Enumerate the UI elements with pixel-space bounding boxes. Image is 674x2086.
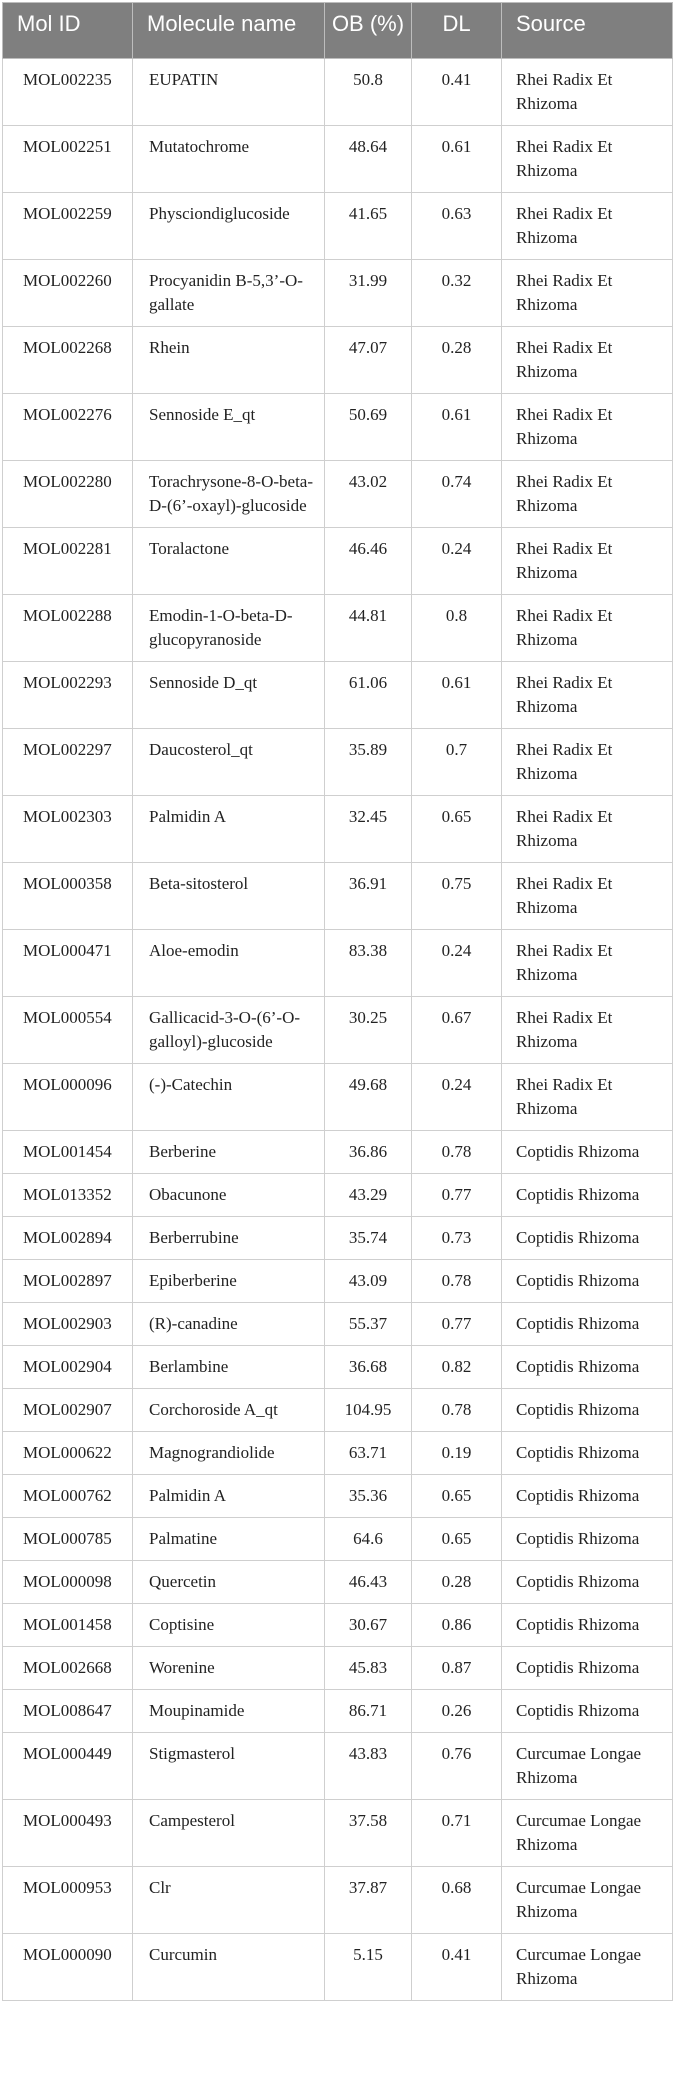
ob-cell: 5.15: [325, 1934, 412, 2001]
ob-cell: 32.45: [325, 796, 412, 863]
molecule-name-cell: Moupinamide: [133, 1690, 325, 1733]
source-cell: Coptidis Rhizoma: [502, 1174, 673, 1217]
molecule-name-cell: Toralactone: [133, 528, 325, 595]
table-row: [3, 1647, 673, 1690]
source-cell: Coptidis Rhizoma: [502, 1561, 673, 1604]
dl-cell: 0.26: [412, 1690, 502, 1733]
ob-cell: 46.46: [325, 528, 412, 595]
molecule-name-cell: Sennoside D_qt: [133, 662, 325, 729]
table-row: [3, 1389, 673, 1432]
mol-id-cell: MOL002260: [3, 260, 133, 327]
mol-id-cell: MOL002907: [3, 1389, 133, 1432]
table-row: [3, 1217, 673, 1260]
molecule-name-cell: Torachrysone-8-O-beta-D-(6’-oxayl)-glucoside: [133, 461, 325, 528]
source-cell: Coptidis Rhizoma: [502, 1475, 673, 1518]
mol-id-cell: MOL000098: [3, 1561, 133, 1604]
mol-id-cell: MOL002894: [3, 1217, 133, 1260]
source-cell: Rhei Radix Et Rhizoma: [502, 59, 673, 126]
mol-id-cell: MOL002276: [3, 394, 133, 461]
mol-id-cell: MOL002235: [3, 59, 133, 126]
dl-cell: 0.19: [412, 1432, 502, 1475]
source-cell: Rhei Radix Et Rhizoma: [502, 193, 673, 260]
table-row: [3, 1800, 673, 1867]
source-cell: Coptidis Rhizoma: [502, 1303, 673, 1346]
dl-cell: 0.24: [412, 528, 502, 595]
molecule-name-cell: EUPATIN: [133, 59, 325, 126]
mol-id-cell: MOL000953: [3, 1867, 133, 1934]
source-cell: Coptidis Rhizoma: [502, 1217, 673, 1260]
ob-cell: 31.99: [325, 260, 412, 327]
source-cell: Coptidis Rhizoma: [502, 1647, 673, 1690]
compound-table: [2, 2, 673, 2001]
ob-cell: 45.83: [325, 1647, 412, 1690]
table-body: [3, 59, 673, 2001]
ob-cell: 43.83: [325, 1733, 412, 1800]
mol-id-cell: MOL002903: [3, 1303, 133, 1346]
mol-id-cell: MOL000096: [3, 1064, 133, 1131]
table-row: [3, 662, 673, 729]
dl-cell: 0.78: [412, 1131, 502, 1174]
ob-cell: 64.6: [325, 1518, 412, 1561]
mol-id-cell: MOL013352: [3, 1174, 133, 1217]
table-row: [3, 59, 673, 126]
dl-cell: 0.87: [412, 1647, 502, 1690]
source-cell: Rhei Radix Et Rhizoma: [502, 394, 673, 461]
ob-cell: 30.25: [325, 997, 412, 1064]
table-row: [3, 1260, 673, 1303]
mol-id-cell: MOL002303: [3, 796, 133, 863]
dl-cell: 0.73: [412, 1217, 502, 1260]
ob-cell: 35.36: [325, 1475, 412, 1518]
source-cell: Rhei Radix Et Rhizoma: [502, 863, 673, 930]
mol-id-cell: MOL002293: [3, 662, 133, 729]
ob-cell: 43.09: [325, 1260, 412, 1303]
header-molecule-name: Molecule name: [133, 3, 325, 59]
dl-cell: 0.74: [412, 461, 502, 528]
table-row: [3, 997, 673, 1064]
ob-cell: 48.64: [325, 126, 412, 193]
source-cell: Rhei Radix Et Rhizoma: [502, 528, 673, 595]
ob-cell: 47.07: [325, 327, 412, 394]
mol-id-cell: MOL000090: [3, 1934, 133, 2001]
table-row: [3, 796, 673, 863]
molecule-name-cell: Aloe-emodin: [133, 930, 325, 997]
mol-id-cell: MOL002251: [3, 126, 133, 193]
molecule-name-cell: Stigmasterol: [133, 1733, 325, 1800]
table-header-row: [3, 3, 673, 59]
molecule-name-cell: Beta-sitosterol: [133, 863, 325, 930]
table-row: [3, 1733, 673, 1800]
molecule-name-cell: Daucosterol_qt: [133, 729, 325, 796]
ob-cell: 35.89: [325, 729, 412, 796]
molecule-name-cell: Berberine: [133, 1131, 325, 1174]
table-row: [3, 1475, 673, 1518]
source-cell: Coptidis Rhizoma: [502, 1518, 673, 1561]
ob-cell: 36.91: [325, 863, 412, 930]
molecule-name-cell: Mutatochrome: [133, 126, 325, 193]
source-cell: Coptidis Rhizoma: [502, 1346, 673, 1389]
mol-id-cell: MOL002668: [3, 1647, 133, 1690]
molecule-name-cell: Quercetin: [133, 1561, 325, 1604]
molecule-name-cell: Berberrubine: [133, 1217, 325, 1260]
table-row: [3, 193, 673, 260]
molecule-name-cell: Berlambine: [133, 1346, 325, 1389]
dl-cell: 0.24: [412, 1064, 502, 1131]
molecule-name-cell: Palmidin A: [133, 1475, 325, 1518]
ob-cell: 36.86: [325, 1131, 412, 1174]
header-dl: DL: [412, 3, 502, 59]
dl-cell: 0.28: [412, 327, 502, 394]
header-mol-id: Mol ID: [3, 3, 133, 59]
source-cell: Curcumae Longae Rhizoma: [502, 1733, 673, 1800]
table-row: [3, 595, 673, 662]
source-cell: Coptidis Rhizoma: [502, 1690, 673, 1733]
table-row: [3, 260, 673, 327]
mol-id-cell: MOL008647: [3, 1690, 133, 1733]
source-cell: Rhei Radix Et Rhizoma: [502, 796, 673, 863]
table-row: [3, 1131, 673, 1174]
dl-cell: 0.75: [412, 863, 502, 930]
molecule-name-cell: Corchoroside A_qt: [133, 1389, 325, 1432]
source-cell: Rhei Radix Et Rhizoma: [502, 595, 673, 662]
molecule-name-cell: Worenine: [133, 1647, 325, 1690]
mol-id-cell: MOL002897: [3, 1260, 133, 1303]
source-cell: Rhei Radix Et Rhizoma: [502, 997, 673, 1064]
molecule-name-cell: (R)-canadine: [133, 1303, 325, 1346]
source-cell: Curcumae Longae Rhizoma: [502, 1934, 673, 2001]
source-cell: Coptidis Rhizoma: [502, 1131, 673, 1174]
mol-id-cell: MOL001454: [3, 1131, 133, 1174]
dl-cell: 0.86: [412, 1604, 502, 1647]
table-row: [3, 126, 673, 193]
source-cell: Rhei Radix Et Rhizoma: [502, 930, 673, 997]
ob-cell: 49.68: [325, 1064, 412, 1131]
ob-cell: 41.65: [325, 193, 412, 260]
mol-id-cell: MOL002904: [3, 1346, 133, 1389]
table-row: [3, 1561, 673, 1604]
molecule-name-cell: Physciondiglucoside: [133, 193, 325, 260]
source-cell: Curcumae Longae Rhizoma: [502, 1867, 673, 1934]
molecule-name-cell: Gallicacid-3-O-(6’-O-galloyl)-glucoside: [133, 997, 325, 1064]
ob-cell: 61.06: [325, 662, 412, 729]
mol-id-cell: MOL002281: [3, 528, 133, 595]
table-row: [3, 930, 673, 997]
source-cell: Rhei Radix Et Rhizoma: [502, 327, 673, 394]
ob-cell: 55.37: [325, 1303, 412, 1346]
dl-cell: 0.78: [412, 1389, 502, 1432]
source-cell: Rhei Radix Et Rhizoma: [502, 1064, 673, 1131]
table-row: [3, 1432, 673, 1475]
molecule-name-cell: Palmidin A: [133, 796, 325, 863]
ob-cell: 63.71: [325, 1432, 412, 1475]
mol-id-cell: MOL002268: [3, 327, 133, 394]
table-row: [3, 327, 673, 394]
molecule-name-cell: Magnograndiolide: [133, 1432, 325, 1475]
mol-id-cell: MOL000358: [3, 863, 133, 930]
dl-cell: 0.82: [412, 1346, 502, 1389]
source-cell: Coptidis Rhizoma: [502, 1432, 673, 1475]
mol-id-cell: MOL002259: [3, 193, 133, 260]
dl-cell: 0.65: [412, 1518, 502, 1561]
dl-cell: 0.41: [412, 59, 502, 126]
dl-cell: 0.63: [412, 193, 502, 260]
dl-cell: 0.71: [412, 1800, 502, 1867]
mol-id-cell: MOL002297: [3, 729, 133, 796]
table-row: [3, 1934, 673, 2001]
dl-cell: 0.78: [412, 1260, 502, 1303]
source-cell: Rhei Radix Et Rhizoma: [502, 461, 673, 528]
table-row: [3, 528, 673, 595]
source-cell: Rhei Radix Et Rhizoma: [502, 126, 673, 193]
ob-cell: 30.67: [325, 1604, 412, 1647]
dl-cell: 0.24: [412, 930, 502, 997]
table-row: [3, 394, 673, 461]
table-row: [3, 1303, 673, 1346]
dl-cell: 0.77: [412, 1303, 502, 1346]
dl-cell: 0.61: [412, 394, 502, 461]
dl-cell: 0.8: [412, 595, 502, 662]
source-cell: Rhei Radix Et Rhizoma: [502, 662, 673, 729]
source-cell: Coptidis Rhizoma: [502, 1389, 673, 1432]
molecule-name-cell: Obacunone: [133, 1174, 325, 1217]
dl-cell: 0.61: [412, 662, 502, 729]
table-row: [3, 461, 673, 528]
ob-cell: 44.81: [325, 595, 412, 662]
dl-cell: 0.32: [412, 260, 502, 327]
molecule-name-cell: Epiberberine: [133, 1260, 325, 1303]
ob-cell: 83.38: [325, 930, 412, 997]
ob-cell: 37.58: [325, 1800, 412, 1867]
molecule-name-cell: Palmatine: [133, 1518, 325, 1561]
ob-cell: 37.87: [325, 1867, 412, 1934]
molecule-name-cell: Coptisine: [133, 1604, 325, 1647]
molecule-name-cell: (-)-Catechin: [133, 1064, 325, 1131]
mol-id-cell: MOL000785: [3, 1518, 133, 1561]
table-row: [3, 1346, 673, 1389]
dl-cell: 0.65: [412, 1475, 502, 1518]
ob-cell: 36.68: [325, 1346, 412, 1389]
header-ob: OB (%): [325, 3, 412, 59]
molecule-name-cell: Campesterol: [133, 1800, 325, 1867]
dl-cell: 0.28: [412, 1561, 502, 1604]
source-cell: Coptidis Rhizoma: [502, 1604, 673, 1647]
mol-id-cell: MOL000554: [3, 997, 133, 1064]
mol-id-cell: MOL000449: [3, 1733, 133, 1800]
mol-id-cell: MOL001458: [3, 1604, 133, 1647]
table-row: [3, 1867, 673, 1934]
ob-cell: 104.95: [325, 1389, 412, 1432]
molecule-name-cell: Emodin-1-O-beta-D-glucopyranoside: [133, 595, 325, 662]
ob-cell: 43.02: [325, 461, 412, 528]
ob-cell: 86.71: [325, 1690, 412, 1733]
ob-cell: 43.29: [325, 1174, 412, 1217]
source-cell: Curcumae Longae Rhizoma: [502, 1800, 673, 1867]
table-row: [3, 1690, 673, 1733]
ob-cell: 35.74: [325, 1217, 412, 1260]
table-row: [3, 1174, 673, 1217]
mol-id-cell: MOL000622: [3, 1432, 133, 1475]
dl-cell: 0.67: [412, 997, 502, 1064]
dl-cell: 0.7: [412, 729, 502, 796]
table-row: [3, 1064, 673, 1131]
ob-cell: 50.8: [325, 59, 412, 126]
dl-cell: 0.65: [412, 796, 502, 863]
mol-id-cell: MOL000471: [3, 930, 133, 997]
source-cell: Coptidis Rhizoma: [502, 1260, 673, 1303]
molecule-name-cell: Rhein: [133, 327, 325, 394]
mol-id-cell: MOL002288: [3, 595, 133, 662]
source-cell: Rhei Radix Et Rhizoma: [502, 729, 673, 796]
mol-id-cell: MOL000762: [3, 1475, 133, 1518]
dl-cell: 0.77: [412, 1174, 502, 1217]
header-source: Source: [502, 3, 673, 59]
ob-cell: 50.69: [325, 394, 412, 461]
molecule-name-cell: Sennoside E_qt: [133, 394, 325, 461]
dl-cell: 0.61: [412, 126, 502, 193]
dl-cell: 0.41: [412, 1934, 502, 2001]
ob-cell: 46.43: [325, 1561, 412, 1604]
dl-cell: 0.76: [412, 1733, 502, 1800]
dl-cell: 0.68: [412, 1867, 502, 1934]
table-row: [3, 863, 673, 930]
table-row: [3, 1518, 673, 1561]
table-row: [3, 729, 673, 796]
table-row: [3, 1604, 673, 1647]
mol-id-cell: MOL002280: [3, 461, 133, 528]
molecule-name-cell: Procyanidin B-5,3’-O-gallate: [133, 260, 325, 327]
mol-id-cell: MOL000493: [3, 1800, 133, 1867]
molecule-name-cell: Clr: [133, 1867, 325, 1934]
source-cell: Rhei Radix Et Rhizoma: [502, 260, 673, 327]
molecule-name-cell: Curcumin: [133, 1934, 325, 2001]
